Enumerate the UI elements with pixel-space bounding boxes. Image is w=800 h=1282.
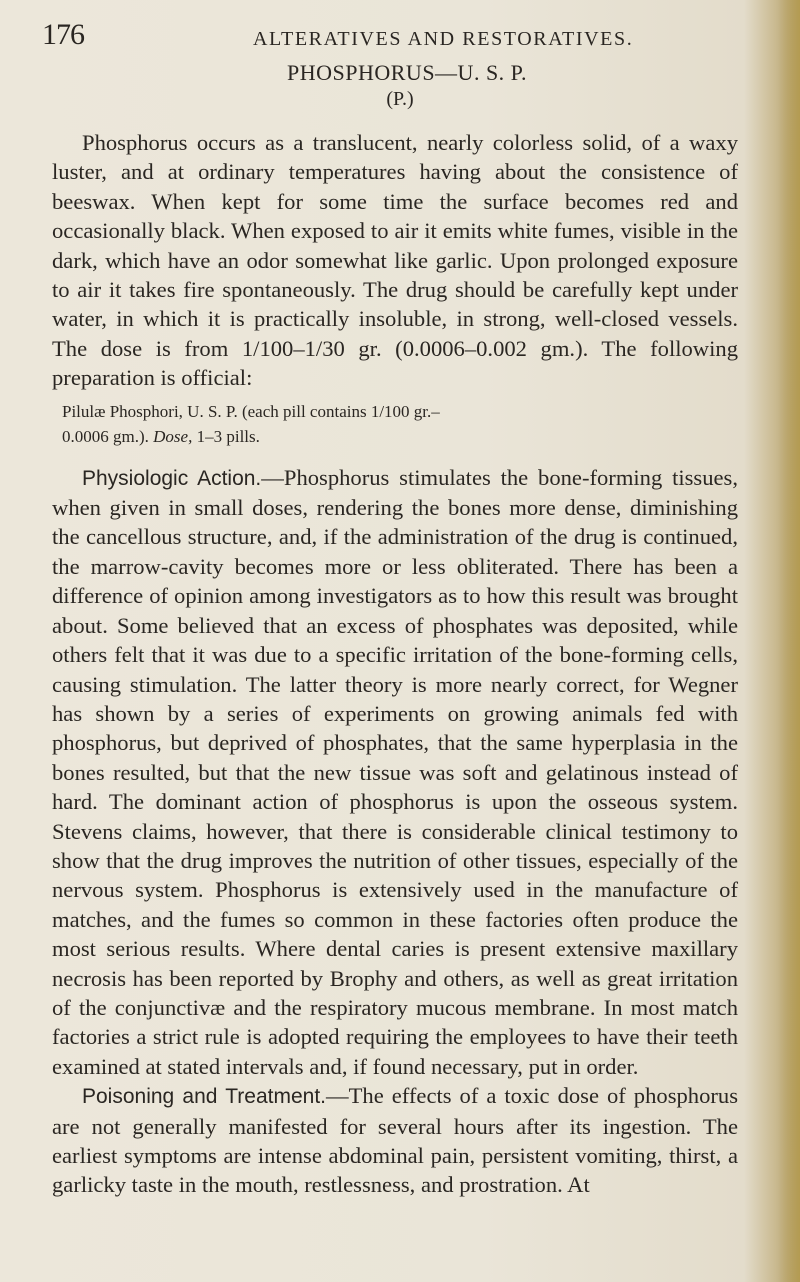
section-title: PHOSPHORUS—U. S. P. xyxy=(287,60,527,85)
poisoning-paragraph xyxy=(52,1081,738,1200)
body-text xyxy=(52,128,738,1200)
page-number: 176 xyxy=(42,18,84,51)
preparation-entry xyxy=(52,399,738,449)
poisoning-heading: Poisoning and Treatment. xyxy=(82,1085,327,1109)
section-subtitle: (P.) xyxy=(386,88,414,110)
running-head: ALTERATIVES AND RESTORATIVES. xyxy=(253,28,634,50)
poisoning-body: —The effects of a toxic dose of phosphorus are not generally manifested for several hours after its ingestion. The earliest symptoms are intense abdominal pain, persistent vomiting, thirst, a garlicky taste in the mouth, restlessness, and prostration. At xyxy=(52,1083,738,1198)
physiologic-body: —Phosphorus stimulates the bone-forming tissues, when given in small doses, rendering the bones more dense, diminishing the cancellous structure, and, if the administration of the drug is continued, the marrow-cavity becomes more or less obliterated. There has been a difference of opinion among investigators as to how this result was brought about. Some believed that an excess of phosphates was deposited, while others felt that it was due to a specific irritation of the bone-forming cells, causing stimulation. The latter theory is more nearly correct, for Wegner has shown by a series of experiments on growing animals fed with phosphorus, but deprived of phosphates, that the same hyperplasia in the bones resulted, but that the new tissue was soft and gelatinous instead of hard. The dominant action of phosphorus is upon the osseous system. Stevens claims, however, that there is considerable clinical testimony to show that the drug improves the nutrition of other tissues, especially of the nervous system. Phosphorus is extensively used in the manufacture of matches, and the fumes so common in these factories often produce the most serious results. Where dental caries is present extensive maxillary necrosis has been reported by Brophy and others, as well as great irritation of the conjunctivæ and the respiratory mucous membrane. In most match factories a strict rule is adopted requiring the employees to have their teeth examined at stated intervals and, if found necessary, put in order. xyxy=(52,464,738,1079)
physiologic-heading: Physiologic Action. xyxy=(82,466,262,490)
page-header xyxy=(42,18,742,58)
intro-paragraph: Phosphorus occurs as a translucent, nearly colorless solid, of a waxy luster, and at ordinary temperatures having about the consistence of beeswax. When kept for some time the surface becomes red and occasionally black. When exposed to air it emits white fumes, visible in the dark, which have an odor somewhat like garlic. Upon prolonged exposure to air it takes fire spontaneously. The drug should be carefully kept under water, in which it is practically insoluble, in strong, well-closed vessels. The dose is from 1/100–1/30 gr. (0.0006–0.002 gm.). The following preparation is official: xyxy=(52,130,738,391)
preparation-dose: 1–3 pills. xyxy=(192,426,260,446)
preparation-line-1: Pilulæ Phosphori, U. S. P. (each pill contains 1/100 gr.– xyxy=(62,401,440,421)
page-edge xyxy=(778,0,800,1282)
preparation-line-2 xyxy=(62,424,738,449)
preparation-amount: 0.0006 gm.). xyxy=(62,426,154,446)
dose-label: Dose, xyxy=(153,426,193,446)
physiologic-paragraph xyxy=(52,463,738,1082)
